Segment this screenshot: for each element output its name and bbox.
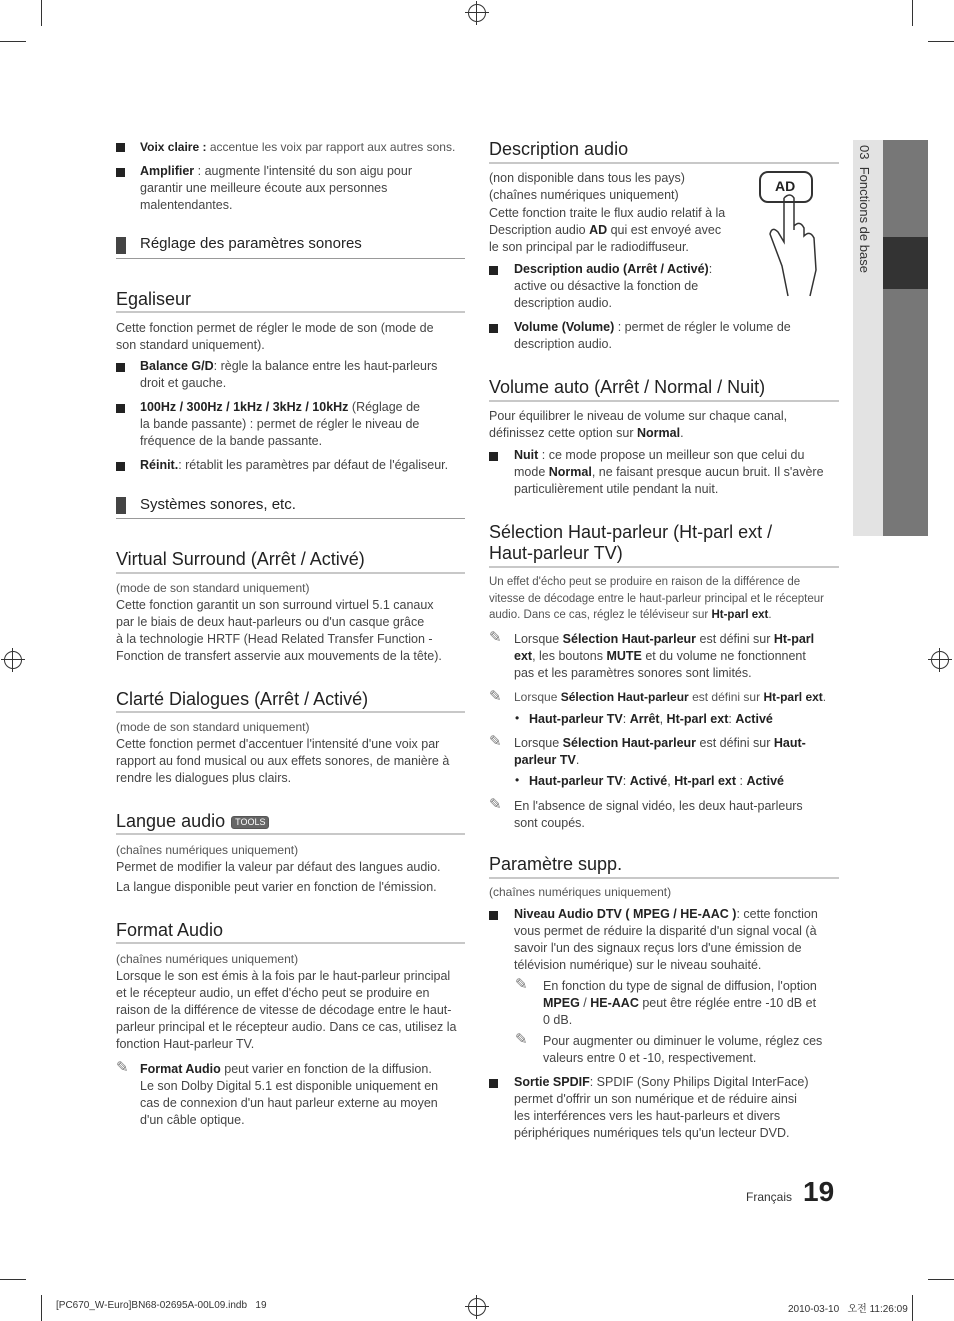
tools-badge: TOOLS [231, 816, 269, 829]
list-item: 100Hz / 300Hz / 1kHz / 3kHz / 10kHz (Réglage de la bande passante) : permet de régler le niveau de fréquence de la bande passante. [140, 400, 421, 448]
list-item: Sortie SPDIF: SPDIF (Sony Philips Digital InterFace) permet d'offrir un son numérique et de réduire ainsi les interférences vers les haut-parleurs et divers périphériques numériques tels qu'un lecteur DVD. [514, 1075, 809, 1140]
paragraph: (non disponible dans tous les pays) (chaînes numériques uniquement) Cette fonction traite le flux audio relatif à la Description audio AD qui est envoyé avec le son principal par le radiodiffuseur. [489, 171, 726, 254]
note-icon: ✎ [116, 1059, 129, 1076]
list-item: Réinit.: rétablit les paramètres par défaut de l'égaliseur. [140, 458, 449, 472]
paragraph: (mode de son standard uniquement) Cette fonction permet d'accentuer l'intensité d'une voix par rapport au fond musical ou aux effets sonores, de manière à rendre les dialogues plus clairs. [116, 720, 450, 785]
list-item: Haut-parleur TV: Activé, Ht-parl ext : Activé [529, 774, 784, 788]
section-title: Paramètre supp. [489, 854, 623, 874]
note-icon: ✎ [515, 1031, 528, 1048]
registration-mark-icon [468, 4, 486, 22]
paragraph: Un effet d'écho peut se produire en raison de la différence de vitesse de décodage entre le haut-parleur principal et le récepteur audio. Dans ce cas, réglez le téléviseur sur Ht-parl ext. [489, 576, 824, 621]
note-icon: ✎ [515, 976, 528, 993]
note-icon: ✎ [489, 796, 502, 813]
subsection-title: Systèmes sonores, etc. [140, 496, 296, 513]
bullet [489, 324, 498, 333]
crop-mark [41, 1295, 42, 1321]
section-title: Volume auto (Arrêt / Normal / Nuit) [489, 377, 766, 397]
footer-language: Français [746, 1190, 793, 1204]
page-number: 19 [803, 1176, 835, 1207]
note-icon: ✎ [489, 733, 502, 750]
bullet [489, 1079, 498, 1088]
note-icon: ✎ [489, 688, 502, 705]
list-item: Niveau Audio DTV ( MPEG / HE-AAC ): cette fonction vous permet de réduire la disparité d'un signal vocal (à savoir l'un des signaux reçus lors d'une émission de télévision numérique) sur le niveau souhaité. [514, 907, 818, 972]
dot-bullet: • [515, 711, 520, 725]
bullet [116, 462, 125, 471]
note: Lorsque Sélection Haut-parleur est défini sur Ht-parl ext. [514, 690, 827, 704]
section-title: Langue audio TOOLS [116, 811, 269, 832]
note: En l'absence de signal vidéo, les deux haut-parleurs sont coupés. [514, 799, 803, 830]
note: Lorsque Sélection Haut-parleur est défini sur Ht-parl ext, les boutons MUTE et du volume ne fonctionnent pas et les paramètres sonores sont limités. [514, 632, 815, 680]
paragraph: (chaînes numériques uniquement) Permet de modifier la valeur par défaut des langues audio. La langue disponible peut varier en fonction de l'émission. [116, 843, 441, 894]
crop-mark [0, 41, 26, 42]
bullet [489, 266, 498, 275]
list-item: Haut-parleur TV: Arrêt, Ht-parl ext: Activé [529, 712, 773, 726]
subsection-marker [116, 237, 126, 254]
ad-label: AD [775, 178, 796, 194]
side-tab-marker [883, 237, 928, 289]
paragraph: Pour équilibrer le niveau de volume sur chaque canal, définissez cette option sur Normal. [489, 409, 788, 440]
bullet [116, 168, 125, 177]
crop-mark [41, 0, 42, 26]
note: Lorsque Sélection Haut-parleur est défini sur Haut- parleur TV. [514, 736, 806, 767]
list-item: Voix claire : accentue les voix par rapport aux autres sons. [140, 140, 456, 154]
note: Format Audio peut varier en fonction de la diffusion. Le son Dolby Digital 5.1 est disponible uniquement en cas de connexion d'un haut parleur externe au moyen d'un câble optique. [140, 1062, 439, 1127]
note: Pour augmenter ou diminuer le volume, réglez ces valeurs entre 0 et -10, respectivement. [543, 1034, 823, 1065]
paragraph: (chaînes numériques uniquement) [489, 885, 672, 899]
section-title: Egaliseur [116, 289, 192, 309]
list-item: Amplifier : augmente l'intensité du son aigu pour garantir une meilleure écoute aux personnes malentendantes. [140, 164, 412, 212]
crop-mark [928, 41, 954, 42]
crop-mark [0, 1279, 26, 1280]
print-file-info: [PC670_W-Euro]BN68-02695A-00L09.indb 19 [56, 1300, 267, 1311]
bullet [116, 363, 125, 372]
list-item: Volume (Volume) : permet de régler le volume de description audio. [514, 320, 791, 351]
registration-mark-icon [4, 651, 22, 669]
list-item: Balance G/D: règle la balance entre les haut-parleurs droit et gauche. [140, 359, 438, 390]
paragraph: Cette fonction permet de régler le mode de son (mode de son standard uniquement). [116, 321, 434, 352]
registration-mark-icon [931, 651, 949, 669]
bullet [116, 143, 125, 152]
crop-mark [912, 0, 913, 26]
side-tab-label: 03 Fonctions de base [857, 145, 872, 273]
subsection-marker [116, 497, 126, 514]
crop-mark [912, 1295, 913, 1321]
section-title: Format Audio [116, 920, 224, 940]
dot-bullet: • [515, 773, 520, 787]
paragraph: (mode de son standard uniquement) Cette fonction garantit un son surround virtuel 5.1 canaux par le biais de deux haut-parleurs ou d'un casque grâce à la technologie HRTF (Head Related Transfer Function - Fonction de transfert asservie aux mouvements de la tête). [116, 581, 442, 663]
note: En fonction du type de signal de diffusion, l'option MPEG / HE-AAC peut être réglée entre -10 dB et 0 dB. [543, 979, 817, 1027]
subsection-title: Réglage des paramètres sonores [140, 235, 362, 252]
list-item: Description audio (Arrêt / Activé): active ou désactive la fonction de description audio. [514, 262, 713, 310]
section-title: Clarté Dialogues (Arrêt / Activé) [116, 689, 369, 709]
print-date-info: 2010-03-10 오전 11:26:09 [788, 1304, 908, 1315]
section-title: Sélection Haut-parleur (Ht-parl ext / Haut-parleur TV) [489, 522, 773, 563]
section-title: Description audio [489, 139, 629, 159]
registration-mark-icon [468, 1298, 486, 1316]
note-icon: ✎ [489, 629, 502, 646]
crop-mark [928, 1279, 954, 1280]
bullet [489, 452, 498, 461]
bullet [489, 911, 498, 920]
bullet [116, 404, 125, 413]
section-title: Virtual Surround (Arrêt / Activé) [116, 549, 365, 569]
side-tab-bar [883, 140, 928, 536]
hand-icon [770, 195, 816, 296]
list-item: Nuit : ce mode propose un meilleur son que celui du mode Normal, ne faisant presque aucun bruit. Il s'avère particulièrement utile pendant la nuit. [514, 448, 824, 496]
paragraph: (chaînes numériques uniquement) Lorsque le son est émis à la fois par le haut-parleur principal et le récepteur audio, un effet d'écho peut se produire en raison de la différence de vitesse de décodage entre le haut- parleur principal et le récepteur audio. Dans ce cas, utilisez la fonction Haut-parleur TV. [116, 952, 457, 1051]
